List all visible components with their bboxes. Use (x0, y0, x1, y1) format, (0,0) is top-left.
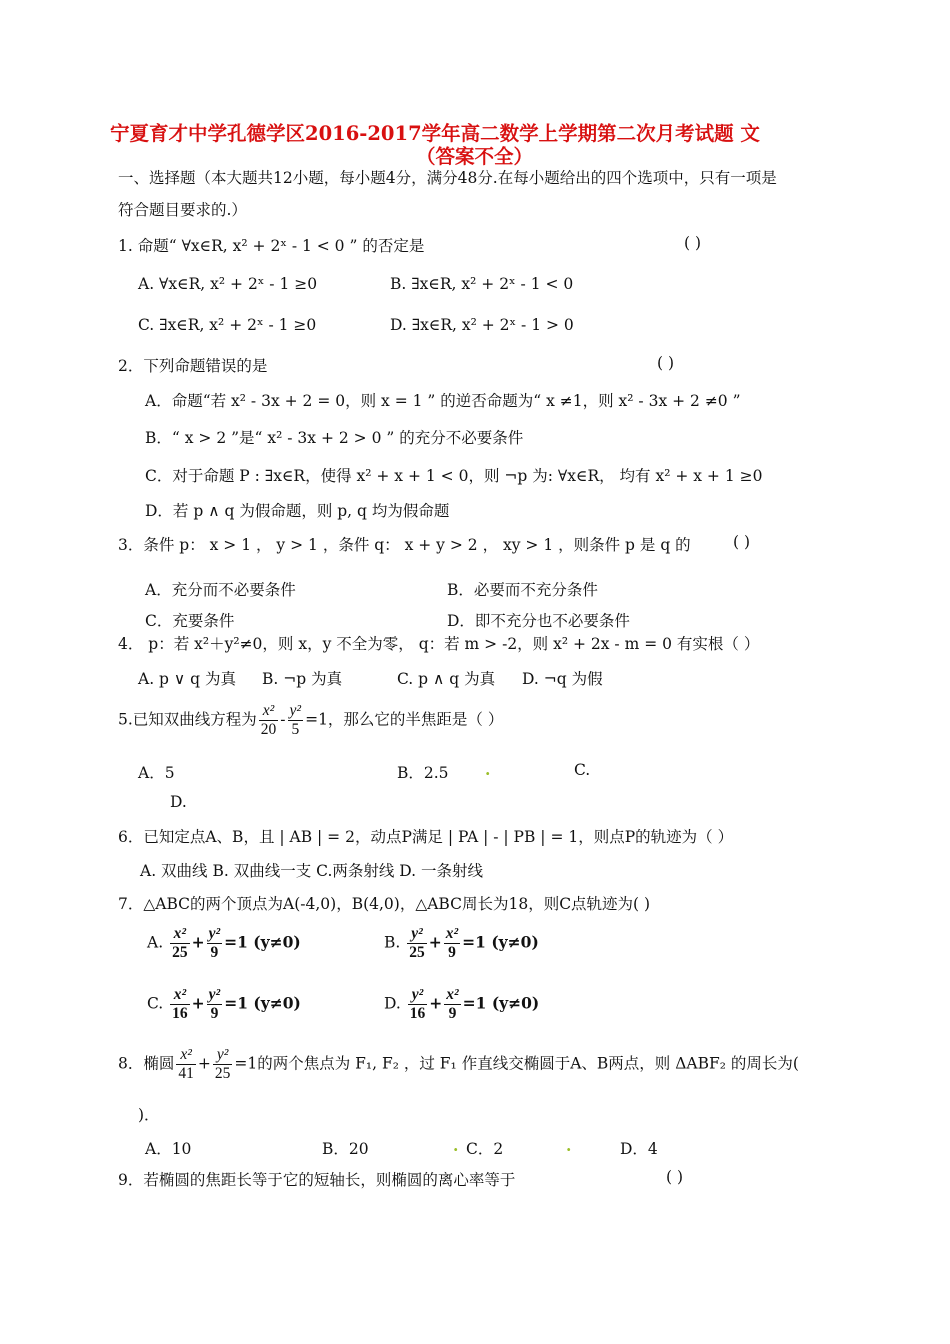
q5-frac2-den: 5 (291, 720, 300, 738)
q8-option-d: D．4 (620, 1140, 658, 1158)
q8-stem-post: =1的两个焦点为 F₁, F₂ ，过 F₁ 作直线交椭圆于A、B两点，则 ΔABF₂ 的周长为( (234, 1054, 799, 1073)
title-line-2: （答案不全） (416, 145, 534, 168)
section-intro-line-2: 符合题目要求的.） (118, 201, 247, 219)
q3-answer-paren: ( ) (733, 533, 751, 551)
q6-options: A. 双曲线 B. 双曲线一支 C.两条射线 D. 一条射线 (140, 862, 484, 880)
stray-dot: . (566, 1136, 572, 1155)
q7-c-tail: =1 (y≠0) (224, 993, 301, 1013)
q5-minus: - (280, 710, 286, 729)
q2-answer-paren: ( ) (657, 354, 675, 372)
q8-frac1 (176, 1046, 196, 1083)
q8-n1: x² (176, 1046, 196, 1065)
q2-stem: 2．下列命题错误的是 (118, 357, 268, 375)
q7-a-n2: y² (208, 925, 221, 942)
q3-option-b: B．必要而不充分条件 (447, 581, 598, 599)
stray-dot: . (453, 1136, 459, 1155)
q7-a-n1: x² (170, 925, 190, 944)
q7-a-d1: 25 (172, 943, 188, 961)
q9-answer-paren: ( ) (666, 1168, 684, 1186)
q9-stem: 9．若椭圆的焦距长等于它的短轴长，则椭圆的离心率等于 (118, 1171, 516, 1189)
q7-d-frac2 (444, 986, 460, 1023)
q5-option-b: B．2.5 (397, 764, 449, 782)
q8-stem-pre: 8．椭圆 (118, 1054, 175, 1073)
q7-option-c: C. $\frac{\text{x²}}{16}$ + $\frac{\text{y²}}{9}$ =1 (y≠0) (147, 986, 301, 1022)
q7-option-b: B. $\frac{\text{y²}}{25}$ + $\frac{\text{x²}}{9}$ =1 (y≠0) (384, 925, 539, 961)
q8-d1: 41 (178, 1064, 194, 1082)
q7-d-n2: x² (446, 986, 459, 1003)
q7-b-frac1 (407, 925, 427, 962)
q1-option-c: C. ∃x∈R, x² + 2ˣ - 1 ≥0 (138, 316, 317, 334)
q7-d-d2: 9 (448, 1004, 457, 1022)
q7-a-frac1 (170, 925, 190, 962)
q5-stem (118, 702, 503, 739)
q7-c-n2: y² (208, 986, 221, 1003)
q7-a-d2: 9 (210, 943, 219, 961)
q8-option-c: C．2 (466, 1140, 504, 1158)
q5-fraction-y (288, 702, 304, 739)
q7-c-d1: 16 (172, 1004, 188, 1022)
q7-b-n2: x² (445, 925, 459, 942)
q7-b-n1: y² (407, 925, 427, 944)
q7-b-frac2 (444, 925, 460, 962)
q5-fraction-x (259, 702, 279, 739)
q7-option-a: A. $\frac{\text{x²}}{25}$ + $\frac{\text{y²}}{9}$ =1 (y≠0) (147, 925, 301, 961)
q5-frac2-num: y² (289, 702, 302, 719)
q4-option-a: A. p ∨ q 为真 (138, 670, 237, 688)
q7-b-d2: 9 (448, 943, 456, 961)
q8-n2: y² (213, 1046, 233, 1065)
q3-option-c: C．充要条件 (145, 612, 235, 630)
q7-c-n1: x² (170, 986, 190, 1005)
q2-option-a: A．命题“若 x² - 3x + 2 = 0，则 x = 1 ” 的逆否命题为“ x ≠1，则 x² - 3x + 2 ≠0 ” (145, 392, 741, 410)
q4-stem: 4． p：若 x²＋y²≠0，则 x，y 不全为零， q：若 m > -2，则 x² + 2x - m = 0 有实根（ ） (118, 635, 760, 653)
q7-option-d: D. $\frac{\text{y²}}{16}$ + $\frac{\text{x²}}{9}$ =1 (y≠0) (384, 986, 540, 1022)
q5-stem-post: =1，那么它的半焦距是（ ） (305, 710, 504, 729)
q7-c-frac1 (170, 986, 190, 1023)
q5-frac1-num: x² (259, 702, 279, 721)
q5-stem-pre: 5.已知双曲线方程为 (118, 710, 257, 729)
q3-option-d: D．即不充分也不必要条件 (447, 612, 630, 630)
q8-frac2 (213, 1046, 233, 1083)
q7-d-n1: y² (408, 986, 428, 1005)
q1-stem: 1. 命题“ ∀x∈R, x² + 2ˣ - 1 < 0 ” 的否定是 (118, 237, 425, 255)
q8-stem: 8．椭圆 $\frac{\text{x²}}{41}$ + $\frac{\text{y²}}{25}$ =1的两个焦点为 F₁, F₂ ，过 F₁ 作直线交椭圆于A、B两点，则 ΔABF₂ 的周长为( (118, 1046, 799, 1082)
q7-stem: 7．△ABC的两个顶点为A(-4,0)，B(4,0)，△ABC周长为18，则C点轨迹为( ) (118, 895, 651, 913)
q3-option-a: A．充分而不必要条件 (145, 581, 296, 599)
q1-option-d: D. ∃x∈R, x² + 2ˣ - 1 > 0 (390, 316, 574, 334)
q4-option-c: C. p ∧ q 为真 (397, 670, 496, 688)
q7-a-frac2 (207, 925, 223, 962)
q7-c-frac2 (207, 986, 223, 1023)
q7-a-label: A. (147, 933, 164, 952)
q7-d-tail: =1 (y≠0) (462, 993, 540, 1013)
q6-stem: 6．已知定点A、B，且 | AB | = 2，动点P满足 | PA | - | PB | = 1，则点P的轨迹为（ ） (118, 828, 734, 846)
q5-frac1-den: 20 (260, 720, 277, 738)
q7-d-label: D. (384, 994, 401, 1013)
q5-option-c: C. (574, 761, 591, 779)
q7-c-d2: 9 (210, 1004, 219, 1022)
section-intro-line-1: 一、选择题（本大题共12小题，每小题4分，满分48分.在每小题给出的四个选项中，只有一项是 (118, 169, 777, 187)
q7-d-frac1 (408, 986, 428, 1023)
q5-option-a: A．5 (138, 764, 175, 782)
q7-a-tail: =1 (y≠0) (224, 932, 301, 952)
q4-option-d: D. ¬q 为假 (522, 670, 603, 688)
q4-option-b: B. ¬p 为真 (262, 670, 343, 688)
q8-option-a: A．10 (145, 1140, 192, 1158)
q3-stem: 3．条件 p： x > 1 ， y > 1 ，条件 q： x + y > 2 ， xy > 1 ，则条件 p 是 q 的 (118, 536, 691, 554)
q1-option-b: B. ∃x∈R, x² + 2ˣ - 1 < 0 (390, 275, 574, 293)
q7-c-label: C. (147, 994, 164, 1013)
q1-option-a: A. ∀x∈R, x² + 2ˣ - 1 ≥0 (138, 275, 318, 293)
q2-option-c: C．对于命题 P : ∃x∈R，使得 x² + x + 1 < 0，则 ¬p 为: ∀x∈R， 均有 x² + x + 1 ≥0 (145, 467, 763, 485)
q5-option-d: D. (170, 793, 187, 811)
q2-option-b: B．“ x > 2 ”是“ x² - 3x + 2 > 0 ” 的充分不必要条件 (145, 429, 524, 447)
q7-b-tail: =1 (y≠0) (462, 932, 539, 952)
stray-dot: . (485, 760, 491, 779)
q8-d2: 25 (214, 1064, 231, 1082)
q8-option-b: B．20 (322, 1140, 369, 1158)
q7-b-label: B. (384, 933, 401, 952)
q2-option-d: D．若 p ∧ q 为假命题，则 p, q 均为假命题 (145, 502, 450, 520)
q7-b-d1: 25 (409, 943, 425, 961)
title-line-1: 宁夏育才中学孔德学区2016-2017学年高二数学上学期第二次月考试题 文 (110, 122, 760, 145)
q8-stem-line-2: )． (138, 1106, 160, 1124)
q7-d-d1: 16 (409, 1004, 426, 1022)
q1-answer-paren: ( ) (684, 234, 702, 252)
